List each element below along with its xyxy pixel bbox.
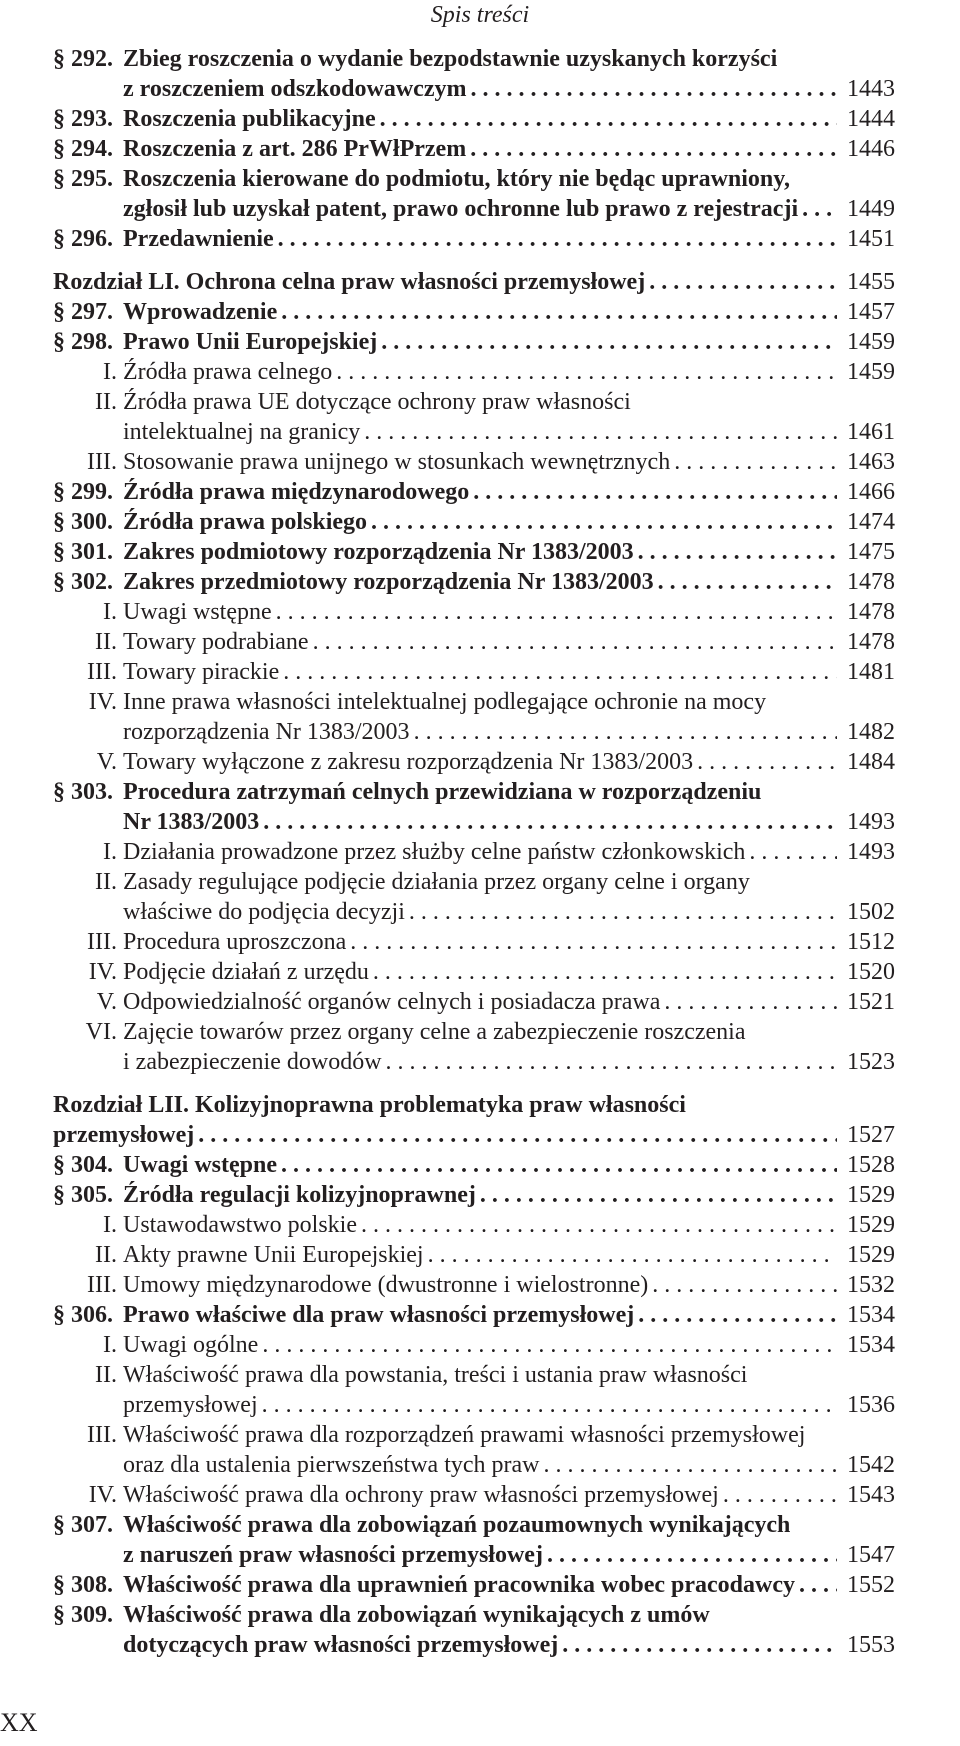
toc-entry	[53, 777, 895, 837]
toc-entry-title: Roszczenia z art. 286 PrWłPrzem	[123, 136, 467, 162]
toc-entry-number: § 296.	[53, 226, 113, 252]
dot-leader	[658, 567, 837, 597]
toc-page-number: 1523	[847, 1049, 895, 1075]
dot-leader	[350, 927, 837, 957]
toc-entry-number: § 300.	[53, 509, 113, 535]
dot-leader	[409, 897, 837, 927]
toc-entry	[53, 1150, 895, 1180]
toc-entry	[53, 327, 895, 357]
toc-entry-number: § 301.	[53, 539, 113, 565]
toc-entry-title: Roszczenia publikacyjne	[123, 106, 376, 132]
toc-entry-title: Uwagi ogólne	[123, 1332, 259, 1358]
toc-entry-number: § 308.	[53, 1572, 113, 1598]
toc-entry	[53, 627, 895, 657]
toc-entry-number: § 297.	[53, 299, 113, 325]
toc-page-number: 1461	[847, 419, 895, 445]
toc-entry	[53, 597, 895, 627]
toc-entry-title: Źródła prawa polskiego	[123, 509, 368, 535]
toc-entry	[53, 1360, 895, 1420]
toc-entry-number: § 307.	[53, 1512, 113, 1538]
toc-entry-number: § 293.	[53, 106, 113, 132]
toc-page-number: 1534	[847, 1302, 895, 1328]
toc-entry-number: § 298.	[53, 329, 113, 355]
toc-entry-number: IV.	[88, 1482, 117, 1508]
toc-entry-number: III.	[87, 1422, 117, 1448]
toc-page-number: 1478	[847, 569, 895, 595]
dot-leader	[649, 267, 837, 297]
dot-leader	[547, 1540, 837, 1570]
toc-entry-title: Źródła prawa UE dotyczące ochrony praw własności	[123, 389, 631, 415]
toc-entry	[53, 447, 895, 477]
toc-entry-title: Właściwość prawa dla rozporządzeń prawami własności przemysłowej	[123, 1422, 806, 1448]
dot-leader	[428, 1240, 837, 1270]
dot-leader	[364, 417, 837, 447]
toc-entry-number: II.	[95, 389, 117, 415]
toc-entry	[53, 1300, 895, 1330]
toc-entry	[53, 867, 895, 927]
toc-entry	[53, 1270, 895, 1300]
dot-leader	[198, 1120, 837, 1150]
toc-page-number: 1449	[847, 196, 895, 222]
toc-entry	[53, 927, 895, 957]
toc-page-number: 1493	[847, 809, 895, 835]
toc-entry	[53, 134, 895, 164]
toc-entry-title: Umowy międzynarodowe (dwustronne i wielostronne)	[123, 1272, 649, 1298]
dot-leader	[386, 1047, 837, 1077]
toc-page-number: 1493	[847, 839, 895, 865]
toc-entry-title: Towary podrabiane	[123, 629, 309, 655]
dot-leader	[414, 717, 837, 747]
toc-entry-title: Towary wyłączone z zakresu rozporządzenia Nr 1383/2003	[123, 749, 694, 775]
toc-entry-number: § 295.	[53, 166, 113, 192]
toc-entry-title: i zabezpieczenie dowodów	[123, 1049, 382, 1075]
toc-entry-title: Procedura uproszczona	[123, 929, 347, 955]
toc-page-number: 1444	[847, 106, 895, 132]
toc-chapter	[53, 267, 895, 297]
toc-entry-title: Zbieg roszczenia o wydanie bezpodstawnie uzyskanych korzyści	[123, 46, 778, 72]
toc-entry	[53, 357, 895, 387]
dot-leader	[373, 957, 837, 987]
toc-entry	[53, 837, 895, 867]
dot-leader	[749, 837, 837, 867]
toc-page-number: 1478	[847, 599, 895, 625]
toc-entry-title: dotyczących praw własności przemysłowej	[123, 1632, 559, 1658]
toc-page-number: 1466	[847, 479, 895, 505]
toc-entry-title: Stosowanie prawa unijnego w stosunkach wewnętrznych	[123, 449, 671, 475]
dot-leader	[723, 1480, 837, 1510]
dot-leader	[380, 104, 837, 134]
dot-leader	[562, 1630, 837, 1660]
dot-leader	[336, 357, 837, 387]
dot-leader	[674, 447, 837, 477]
toc-entry-number: III.	[87, 929, 117, 955]
toc-page-number: 1478	[847, 629, 895, 655]
toc-entry-title: Zasady regulujące podjęcie działania przez organy celne i organy	[123, 869, 750, 895]
dot-leader	[263, 807, 837, 837]
dot-leader	[802, 194, 837, 224]
toc-entry	[53, 957, 895, 987]
dot-leader	[262, 1330, 837, 1360]
toc-entry-title: Zakres przedmiotowy rozporządzenia Nr 1383/2003	[123, 569, 654, 595]
toc-entry	[53, 1017, 895, 1077]
toc-page-number: 1553	[847, 1632, 895, 1658]
toc-page-number: 1534	[847, 1332, 895, 1358]
toc-entry-number: III.	[87, 449, 117, 475]
toc-page-number: 1547	[847, 1542, 895, 1568]
dot-leader	[544, 1450, 838, 1480]
dot-leader	[281, 297, 837, 327]
toc-entry-title: rozporządzenia Nr 1383/2003	[123, 719, 410, 745]
toc-entry-title: Podjęcie działań z urzędu	[123, 959, 369, 985]
toc-entry-title: Odpowiedzialność organów celnych i posiadacza prawa	[123, 989, 661, 1015]
toc-entry-title: Właściwość prawa dla ochrony praw własności przemysłowej	[123, 1482, 719, 1508]
dot-leader	[470, 134, 837, 164]
toc-entry-title: Właściwość prawa dla zobowiązań pozaumownych wynikających	[123, 1512, 791, 1538]
toc-page-number: 1520	[847, 959, 895, 985]
dot-leader	[283, 657, 837, 687]
toc-entry	[53, 1240, 895, 1270]
toc-entry-number: § 309.	[53, 1602, 113, 1628]
toc-page-number: 1529	[847, 1182, 895, 1208]
toc-entry-title: Właściwość prawa dla powstania, treści i ustania praw własności	[123, 1362, 748, 1388]
dot-leader	[638, 1300, 837, 1330]
toc-entry-title: Towary pirackie	[123, 659, 280, 685]
dot-leader	[638, 537, 837, 567]
toc-entry-number: § 303.	[53, 779, 113, 805]
toc-chapter	[53, 1090, 895, 1150]
toc-entry-number: V.	[96, 749, 117, 775]
toc-entry	[53, 657, 895, 687]
toc-entry-number: I.	[103, 1212, 117, 1238]
toc-entry-title: Inne prawa własności intelektualnej podlegające ochronie na mocy	[123, 689, 767, 715]
toc-entry-title: Uwagi wstępne	[123, 1152, 277, 1178]
toc-entry-title: oraz dla ustalenia pierwszeństwa tych praw	[123, 1452, 540, 1478]
toc-entry	[53, 44, 895, 104]
dot-leader	[470, 74, 837, 104]
toc-entry-title: Działania prowadzone przez służby celne państw członkowskich	[123, 839, 746, 865]
toc-page-number: 1475	[847, 539, 895, 565]
toc-entry-number: I.	[103, 359, 117, 385]
dot-leader	[473, 477, 837, 507]
toc-page-number: 1482	[847, 719, 895, 745]
toc-entry-title: Roszczenia kierowane do podmiotu, który nie będąc uprawniony,	[123, 166, 790, 192]
toc-entry-title: Właściwość prawa dla zobowiązań wynikających z umów	[123, 1602, 710, 1628]
toc-entry-title: Prawo Unii Europejskiej	[123, 329, 378, 355]
toc-entry-title: z naruszeń praw własności przemysłowej	[123, 1542, 543, 1568]
toc-page-number: 1529	[847, 1242, 895, 1268]
toc-page-number: 1459	[847, 329, 895, 355]
toc-entry-number: § 294.	[53, 136, 113, 162]
dot-leader	[262, 1390, 837, 1420]
toc-page-number: 1455	[847, 269, 895, 295]
page-folio: XX	[0, 1708, 38, 1737]
toc-entry-title: właściwe do podjęcia decyzji	[123, 899, 405, 925]
toc-page-number: 1451	[847, 226, 895, 252]
toc-entry-number: IV.	[88, 959, 117, 985]
toc-page-number: 1527	[847, 1122, 895, 1148]
dot-leader	[361, 1210, 837, 1240]
toc-entry	[53, 297, 895, 327]
dot-leader	[652, 1270, 837, 1300]
toc-entry-number: I.	[103, 839, 117, 865]
toc-entry	[53, 687, 895, 747]
dot-leader	[371, 507, 837, 537]
toc-page-number: 1536	[847, 1392, 895, 1418]
toc-entry-number: VI.	[85, 1019, 117, 1045]
toc-entry	[53, 1330, 895, 1360]
toc-entry	[53, 1420, 895, 1480]
toc-entry-title: Właściwość prawa dla uprawnień pracownika wobec pracodawcy	[123, 1572, 796, 1598]
toc-entry-title: Prawo właściwe dla praw własności przemysłowej	[123, 1302, 635, 1328]
toc-entry-title: Uwagi wstępne	[123, 599, 272, 625]
dot-leader	[281, 1150, 837, 1180]
toc-entry-title: zgłosił lub uzyskał patent, prawo ochronne lub prawo z rejestracji	[123, 196, 799, 222]
toc-entry-title: intelektualnej na granicy	[123, 419, 361, 445]
toc-entry-title: Źródła prawa celnego	[123, 359, 333, 385]
toc-entry	[53, 537, 895, 567]
toc-entry-title: Procedura zatrzymań celnych przewidziana w rozporządzeniu	[123, 779, 762, 805]
toc-entry-title: przemysłowej	[53, 1122, 195, 1148]
toc-entry	[53, 387, 895, 447]
toc-page-number: 1484	[847, 749, 895, 775]
toc-page-number: 1502	[847, 899, 895, 925]
toc-entry	[53, 1600, 895, 1660]
dot-leader	[799, 1570, 837, 1600]
toc-entry	[53, 1480, 895, 1510]
toc-entry	[53, 1180, 895, 1210]
toc-entry-number: § 302.	[53, 569, 113, 595]
toc-entry-number: § 304.	[53, 1152, 113, 1178]
dot-leader	[276, 597, 837, 627]
toc-entry-title: Nr 1383/2003	[123, 809, 260, 835]
toc-page-number: 1443	[847, 76, 895, 102]
dot-leader	[664, 987, 837, 1017]
running-title: Spis treści	[430, 2, 530, 28]
dot-leader	[480, 1180, 837, 1210]
toc-entry	[53, 164, 895, 224]
toc-page-number: 1481	[847, 659, 895, 685]
toc-entry-title: Ustawodawstwo polskie	[123, 1212, 357, 1238]
toc-entry	[53, 224, 895, 254]
toc-page-number: 1521	[847, 989, 895, 1015]
toc-page-number: 1552	[847, 1572, 895, 1598]
toc-entry-number: II.	[95, 1362, 117, 1388]
toc-entry-number: § 292.	[53, 46, 113, 72]
toc-entry-title: Przedawnienie	[123, 226, 274, 252]
toc-entry-title: Zajęcie towarów przez organy celne a zabezpieczenie roszczenia	[123, 1019, 746, 1045]
toc-entry-title: Rozdział LI. Ochrona celna praw własności przemysłowej	[53, 269, 646, 295]
toc-entry-title: Wprowadzenie	[123, 299, 278, 325]
toc-entry-number: I.	[103, 599, 117, 625]
toc-entry-title: z roszczeniem odszkodowawczym	[123, 76, 467, 102]
toc-page-number: 1528	[847, 1152, 895, 1178]
toc-entry	[53, 567, 895, 597]
toc-page-number: 1529	[847, 1212, 895, 1238]
toc-entry-number: III.	[87, 1272, 117, 1298]
toc-entry-number: § 305.	[53, 1182, 113, 1208]
toc-page-number: 1457	[847, 299, 895, 325]
toc-entry-number: III.	[87, 659, 117, 685]
toc-page-number: 1459	[847, 359, 895, 385]
toc-entry-title: Zakres podmiotowy rozporządzenia Nr 1383/2003	[123, 539, 634, 565]
toc-entry	[53, 987, 895, 1017]
toc-entry	[53, 1210, 895, 1240]
toc-page-number: 1542	[847, 1452, 895, 1478]
toc-page-number: 1463	[847, 449, 895, 475]
toc-page-number: 1446	[847, 136, 895, 162]
toc-entry	[53, 477, 895, 507]
toc-entry-number: § 299.	[53, 479, 113, 505]
toc-entry-number: II.	[95, 629, 117, 655]
toc-entry	[53, 507, 895, 537]
toc-page-number: 1512	[847, 929, 895, 955]
toc-entry-number: V.	[96, 989, 117, 1015]
toc-entry-title: Akty prawne Unii Europejskiej	[123, 1242, 424, 1268]
toc-page-number: 1474	[847, 509, 895, 535]
table-of-contents	[53, 44, 895, 1660]
dot-leader	[697, 747, 837, 777]
toc-entry	[53, 1510, 895, 1570]
toc-entry-title: Źródła prawa międzynarodowego	[123, 479, 470, 505]
dot-leader	[278, 224, 837, 254]
dot-leader	[381, 327, 837, 357]
toc-entry-number: II.	[95, 1242, 117, 1268]
toc-entry-title: Źródła regulacji kolizyjnoprawnej	[123, 1182, 476, 1208]
toc-entry-number: II.	[95, 869, 117, 895]
toc-entry-title: Rozdział LII. Kolizyjnoprawna problematyka praw własności	[53, 1092, 686, 1118]
toc-page-number: 1532	[847, 1272, 895, 1298]
toc-page-number: 1543	[847, 1482, 895, 1508]
toc-entry-number: I.	[103, 1332, 117, 1358]
toc-entry-number: IV.	[88, 689, 117, 715]
toc-entry-number: § 306.	[53, 1302, 113, 1328]
toc-entry	[53, 1570, 895, 1600]
toc-entry-title: przemysłowej	[123, 1392, 258, 1418]
dot-leader	[313, 627, 837, 657]
toc-entry	[53, 747, 895, 777]
toc-entry	[53, 104, 895, 134]
